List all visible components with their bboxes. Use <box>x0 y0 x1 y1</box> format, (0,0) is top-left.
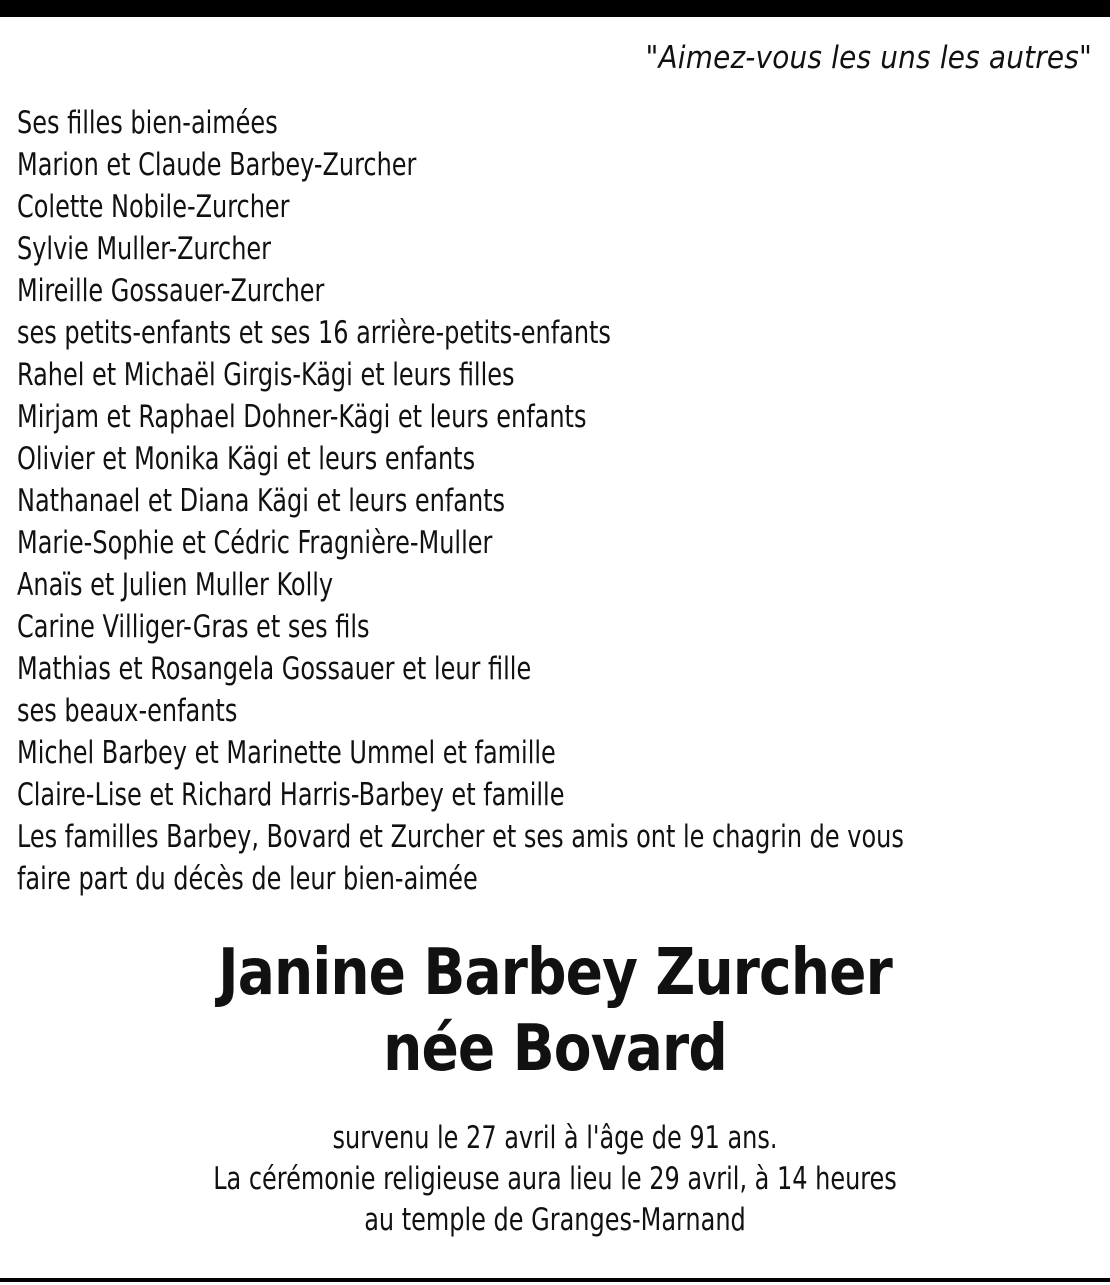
family-line: Olivier et Monika Kägi et leurs enfants <box>17 441 476 477</box>
family-line: Ses filles bien-aimées <box>17 105 278 141</box>
family-line: Marie-Sophie et Cédric Fragnière-Muller <box>17 525 493 561</box>
family-list <box>17 102 1105 900</box>
family-line: Les familles Barbey, Bovard et Zurcher et ses amis ont le chagrin de vous <box>17 819 904 855</box>
ceremony-time-line: La cérémonie religieuse aura lieu le 29 avril, à 14 heures <box>213 1161 897 1197</box>
family-line: Sylvie Muller-Zurcher <box>17 231 272 267</box>
top-border-rule <box>0 0 1110 17</box>
ceremony-details <box>0 1118 1110 1241</box>
deceased-maiden-name: née Bovard <box>383 1012 727 1086</box>
family-line: Rahel et Michaël Girgis-Kägi et leurs filles <box>17 357 515 393</box>
family-line: faire part du décès de leur bien-aimée <box>17 861 478 897</box>
deceased-name-block <box>0 935 1110 1087</box>
death-date-line: survenu le 27 avril à l'âge de 91 ans. <box>332 1120 778 1156</box>
family-line: Mathias et Rosangela Gossauer et leur fille <box>17 651 532 687</box>
family-line: Mireille Gossauer-Zurcher <box>17 273 325 309</box>
family-line: ses beaux-enfants <box>17 693 238 729</box>
family-line: Mirjam et Raphael Dohner-Kägi et leurs enfants <box>17 399 587 435</box>
bottom-border-rule <box>0 1278 1110 1282</box>
epigraph-quote: "Aimez-vous les uns les autres" <box>645 40 1092 76</box>
family-line: Marion et Claude Barbey-Zurcher <box>17 147 417 183</box>
family-line: Claire-Lise et Richard Harris-Barbey et famille <box>17 777 565 813</box>
family-line: Carine Villiger-Gras et ses fils <box>17 609 370 645</box>
family-line: Michel Barbey et Marinette Ummel et famille <box>17 735 556 771</box>
family-line: ses petits-enfants et ses 16 arrière-petits-enfants <box>17 315 611 351</box>
family-line: Anaïs et Julien Muller Kolly <box>17 567 334 603</box>
ceremony-location-line: au temple de Granges-Marnand <box>364 1202 746 1238</box>
family-line: Colette Nobile-Zurcher <box>17 189 290 225</box>
family-line: Nathanael et Diana Kägi et leurs enfants <box>17 483 506 519</box>
deceased-name: Janine Barbey Zurcher <box>218 936 892 1010</box>
